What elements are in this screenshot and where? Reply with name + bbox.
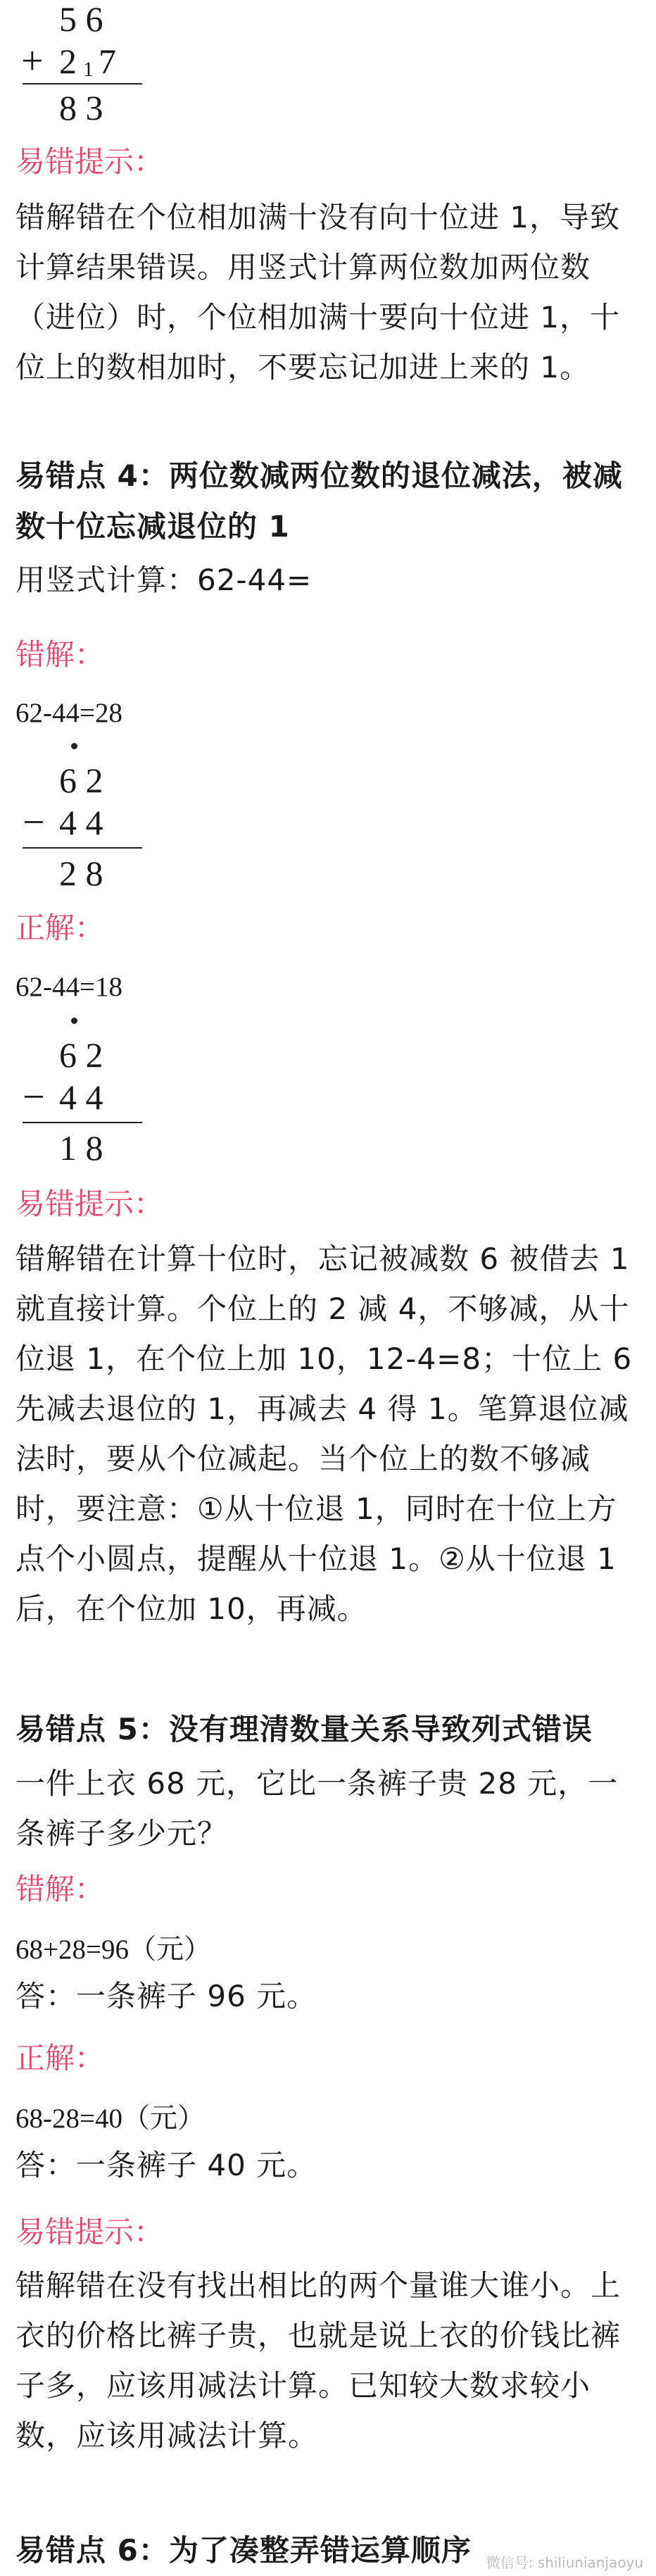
right-label: 正解： (15, 2041, 105, 2075)
sum-line (23, 83, 142, 85)
plus-sign: + (21, 39, 44, 83)
minuend: 6 2 (59, 761, 103, 800)
sum-result: 8 3 (59, 88, 103, 127)
section-title-6: 易错点 6：为了凑整弄错运算顺序 (15, 2533, 472, 2568)
right-vertical-subtraction (15, 1018, 156, 1173)
addend-ones: 7 (99, 42, 116, 81)
wrong-label: 错解： (15, 637, 105, 672)
difference-line (23, 847, 142, 849)
section-title-5: 易错点 5：没有理清数量关系导致列式错误 (15, 1712, 593, 1746)
right-equation: 62-44=18 (15, 972, 122, 1002)
wrong-equation: 62-44=28 (15, 698, 122, 728)
right-label: 正解： (15, 911, 105, 945)
difference: 2 8 (59, 854, 103, 893)
wrong-vertical-subtraction (15, 743, 156, 898)
right-answer: 答：一条裤子 40 元。 (15, 2148, 317, 2182)
minus-sign: − (23, 801, 45, 844)
question-5: 一件上衣 68 元，它比一条裤子贵 28 元，一条裤子多少元？ (15, 1766, 619, 1851)
addend-top: 5 6 (59, 0, 103, 39)
watermark: 微信号: shiliunianjaoyu (486, 2554, 643, 2571)
subtrahend: 4 4 (59, 1077, 103, 1117)
hint-text: 错解错在计算十位时，忘记被减数 6 被借去 1 就直接计算。个位上的 2 减 4，不够减，从十位退 1，在个位上加 10，12-4=8；十位上 6 先减去退位的 1，再减去 4 得 1。笔算退位减法时，要从个位减起。当个位上的数不够减时，要注意：①从十位退 1，同时在十位上方点个小圆点，提醒从十位退 1。②从十位退 1 后，在个位加 10，再减。 (15, 1242, 633, 1626)
hint-label: 易错提示： (15, 1187, 164, 1221)
borrow-dot (71, 743, 77, 749)
addend-tens: 2 (59, 42, 77, 81)
section-title-4: 易错点 4：两位数减两位数的退位减法，被减数十位忘减退位的 1 (15, 458, 623, 544)
difference: 1 8 (59, 1128, 103, 1168)
subtrahend: 4 4 (59, 803, 103, 842)
borrow-dot (71, 1018, 77, 1024)
wrong-equation: 68+28=96（元） (15, 1934, 211, 1965)
carry-digit: 1 (83, 58, 94, 81)
vertical-addition (15, 0, 156, 127)
minuend: 6 2 (59, 1035, 103, 1075)
question-4: 用竖式计算：62-44= (15, 563, 313, 597)
hint-label: 易错提示： (15, 144, 164, 179)
wrong-label: 错解： (15, 1872, 105, 1906)
minus-sign: − (23, 1075, 45, 1119)
hint-label: 易错提示： (15, 2215, 164, 2249)
difference-line (23, 1122, 142, 1123)
hint-text: 错解错在没有找出相比的两个量谁大谁小。上衣的价格比裤子贵，也就是说上衣的价钱比裤子多，应该用减法计算。已知较大数求较小数，应该用减法计算。 (15, 2268, 622, 2453)
wrong-answer: 答：一条裤子 96 元。 (15, 1979, 317, 2013)
hint-text: 错解错在个位相加满十没有向十位进 1，导致计算结果错误。用竖式计算两位数加两位数（进位）时，个位相加满十要向十位进 1，十位上的数相加时，不要忘记加进上来的 1。 (15, 200, 621, 384)
right-equation: 68-28=40（元） (15, 2103, 205, 2134)
